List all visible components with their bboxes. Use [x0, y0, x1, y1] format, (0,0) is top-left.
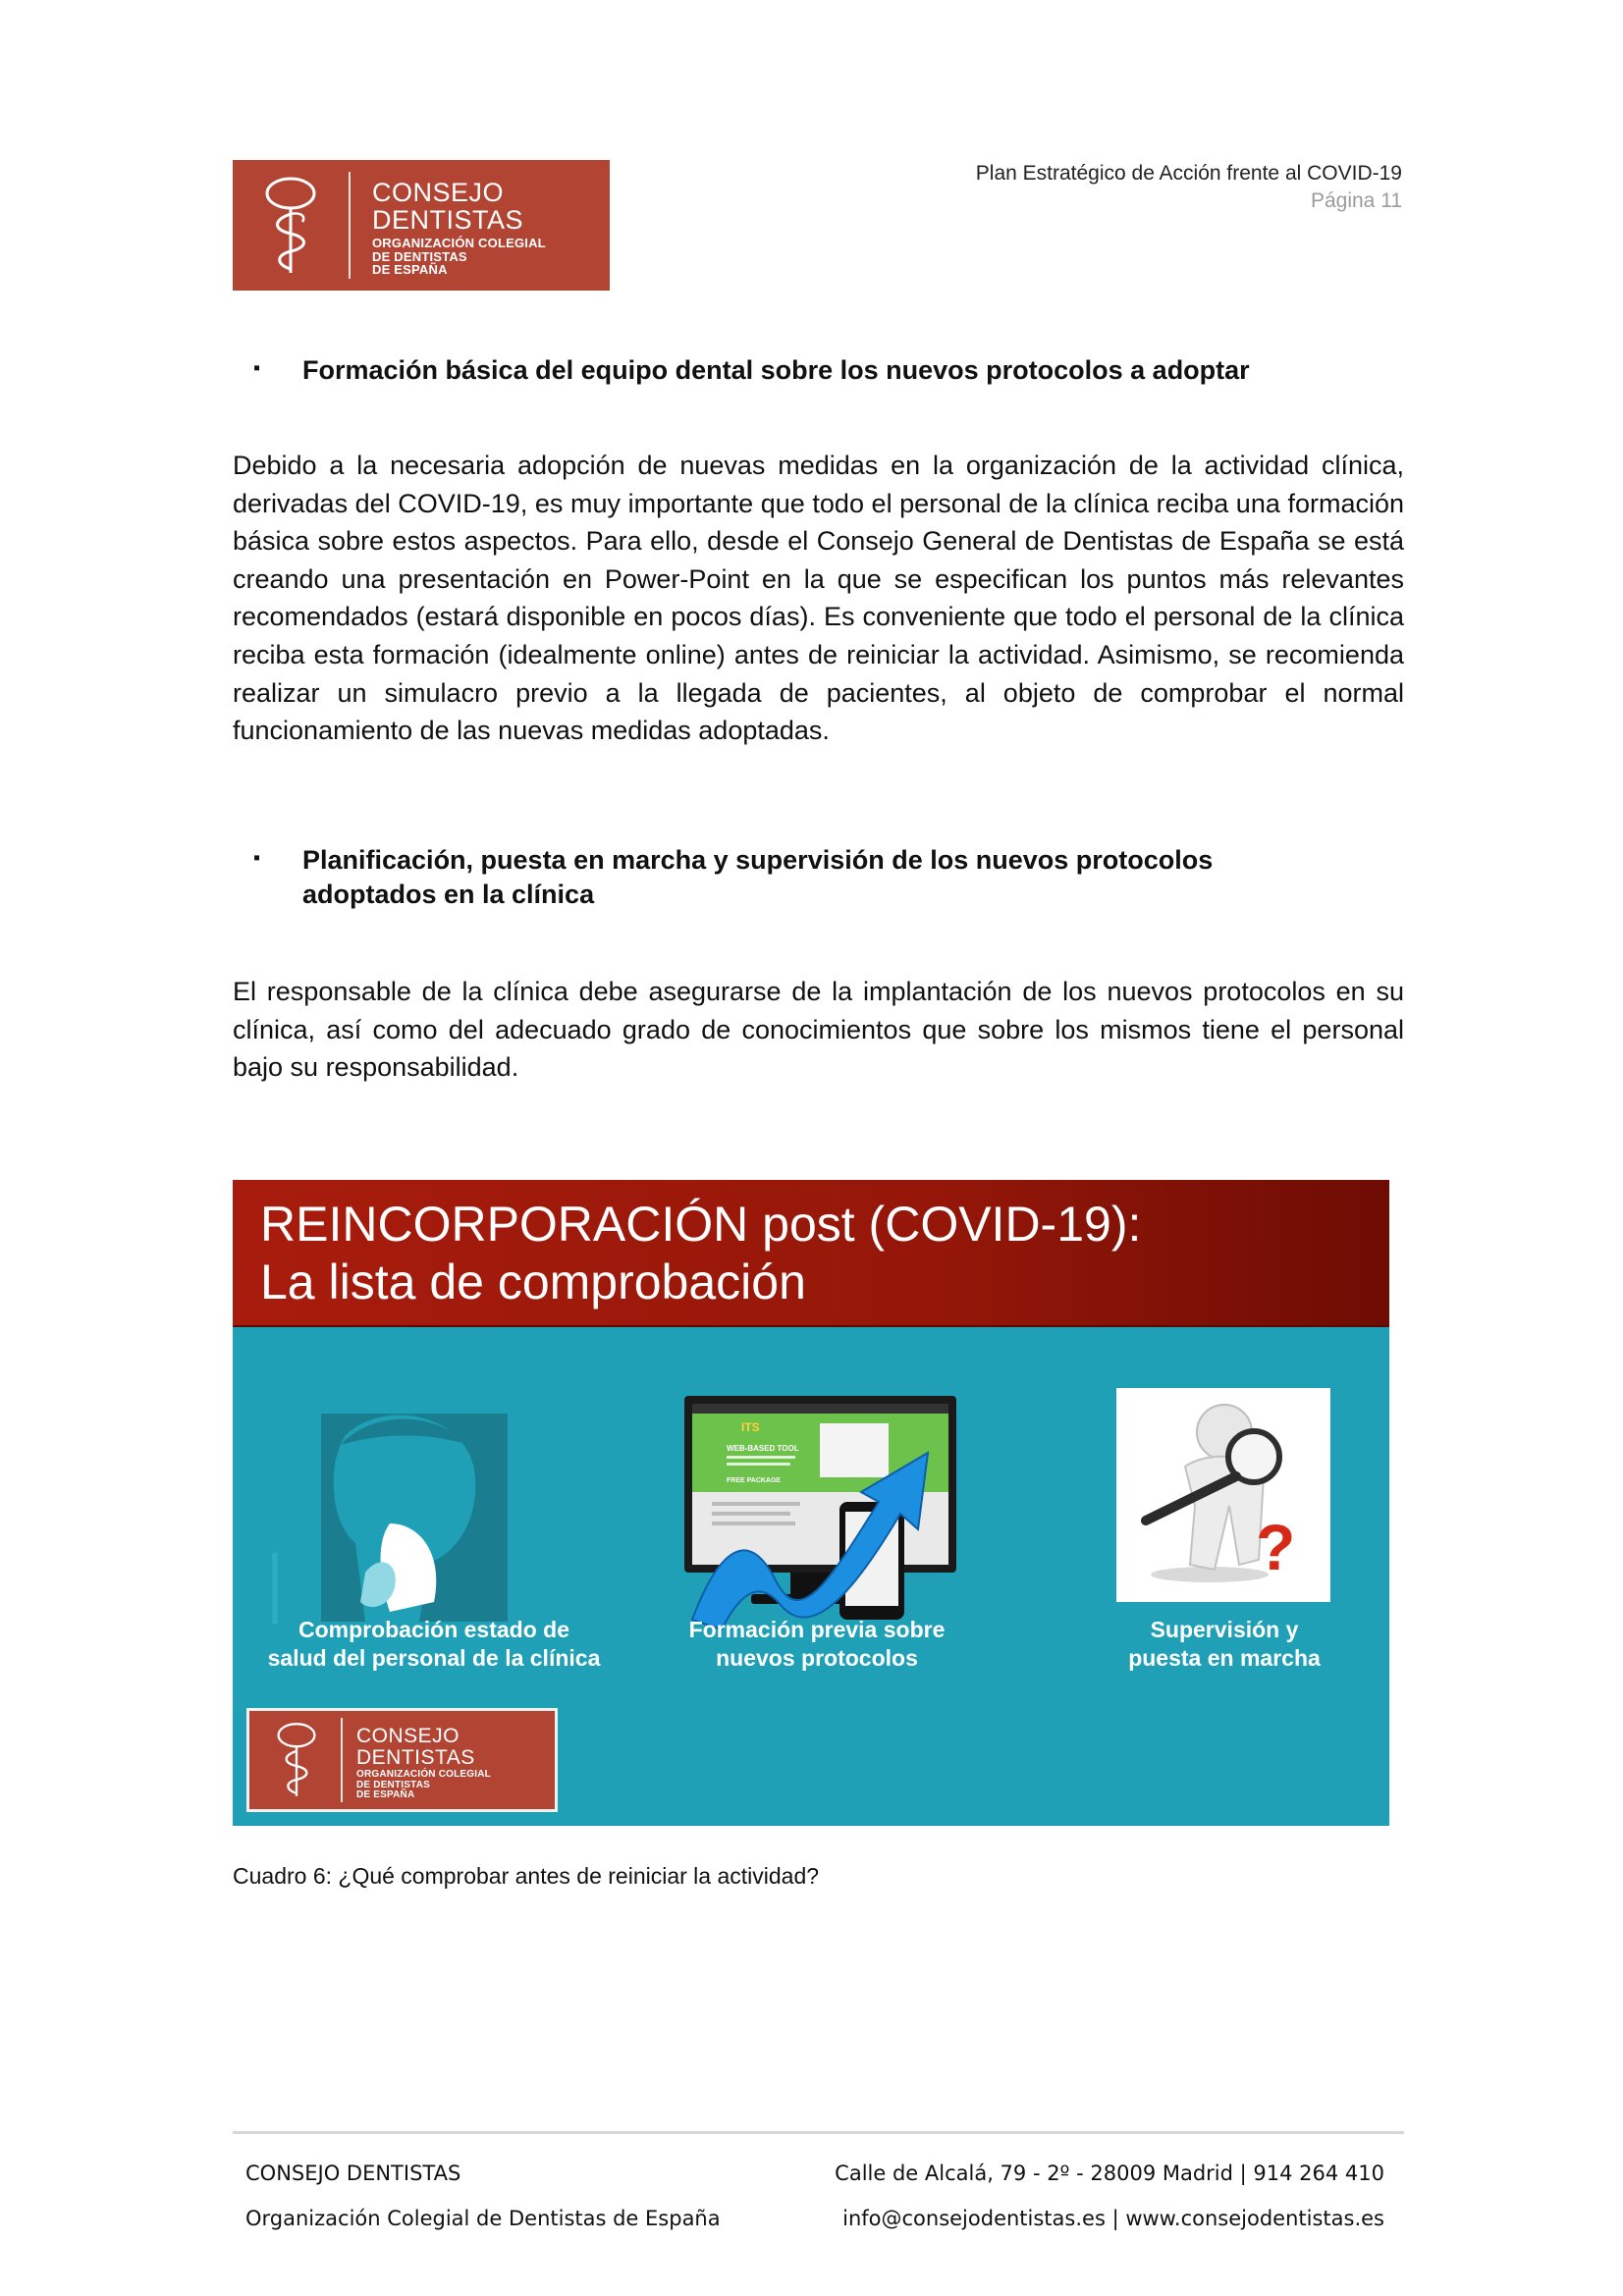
footer-org: CONSEJO DENTISTAS — [245, 2162, 461, 2185]
screen-brand: ITS — [741, 1420, 760, 1434]
magnifier-question-icon — [1116, 1388, 1330, 1602]
figure-caption: Cuadro 6: ¿Qué comprobar antes de reiniciar la actividad? — [233, 1863, 820, 1889]
footer-divider — [233, 2131, 1404, 2134]
section-paragraph-1: Debido a la necesaria adopción de nuevas medidas en la organización de la actividad clínica, derivadas del COVID-19, es muy importante que todo el personal de la clínica reciba una formación básica sobre estos aspectos. Para ello, desde el Consejo General de Dentistas de España se está creando una presentación en Power-Point en la que se especifican los puntos más relevantes recomendados (estará disponible en pocos días). Es conveniente que todo el personal de la clínica reciba esta formación (idealmente online) antes de reiniciar la actividad. Asimismo, se recomienda realizar un simulacro previo a la llegada de pacientes, al objeto de comprobar el normal funcionamiento de las nuevas medidas adoptadas. — [233, 451, 1404, 746]
logo-line2: DENTISTAS — [372, 205, 524, 235]
document-title: Plan Estratégico de Acción frente al COVID-19 — [975, 162, 1402, 185]
caduceus-icon — [261, 175, 320, 277]
infographic-title-band — [233, 1180, 1389, 1327]
logo-emblem — [233, 172, 351, 279]
page-number: Página 11 — [1310, 189, 1402, 212]
screen-package: FREE PACKAGE — [727, 1477, 782, 1484]
logo-line1: CONSEJO — [372, 178, 505, 207]
logo-subtitle: ORGANIZACIÓN COLEGIAL DE DENTISTAS DE ESPAÑA — [356, 1769, 491, 1800]
section-heading-1: Formación básica del equipo dental sobre los nuevos protocolos a adoptar — [302, 355, 1250, 385]
sick-person-tissue-icon — [272, 1406, 517, 1624]
section-heading-2: Planificación, puesta en marcha y supervisión de los nuevos protocolos adoptados en la clínica — [302, 845, 1214, 909]
logo-line2: DENTISTAS — [356, 1746, 475, 1769]
monitor-growth-arrow-icon — [682, 1394, 962, 1639]
infographic-logo — [246, 1708, 558, 1812]
caduceus-icon — [274, 1721, 319, 1799]
footer-contact: info@consejodentistas.es | www.consejodentistas.es — [842, 2207, 1384, 2230]
item-caption-2: Formación previa sobre nuevos protocolos — [688, 1617, 946, 1671]
bullet-icon: ▪ — [253, 847, 261, 869]
item-caption-1: Comprobación estado de salud del personal de la clínica — [267, 1617, 601, 1671]
svg-text:?: ? — [1256, 1511, 1296, 1583]
section-paragraph-2: El responsable de la clínica debe asegurarse de la implantación de los nuevos protocolos en su clínica, así como del adecuado grado de conocimientos que sobre los mismos tiene el personal bajo su responsabilidad. — [233, 977, 1404, 1083]
bullet-icon: ▪ — [253, 357, 261, 379]
screen-tool: WEB-BASED TOOL — [727, 1444, 799, 1453]
logo-line1: CONSEJO — [356, 1725, 460, 1747]
logo-subtitle: ORGANIZACIÓN COLEGIAL DE DENTISTAS DE ESPAÑA — [372, 236, 546, 278]
infographic-title-line2: La lista de comprobación — [260, 1255, 806, 1309]
infographic-title-line1: REINCORPORACIÓN post (COVID-19): — [260, 1197, 1142, 1252]
item-caption-3: Supervisión y puesta en marcha — [1128, 1617, 1321, 1671]
footer-org-full: Organización Colegial de Dentistas de España — [245, 2207, 721, 2230]
checklist-infographic — [233, 1180, 1389, 1826]
footer-address: Calle de Alcalá, 79 - 2º - 28009 Madrid | 914 264 410 — [835, 2162, 1384, 2185]
logo-emblem — [252, 1718, 343, 1802]
header-logo — [233, 160, 610, 291]
